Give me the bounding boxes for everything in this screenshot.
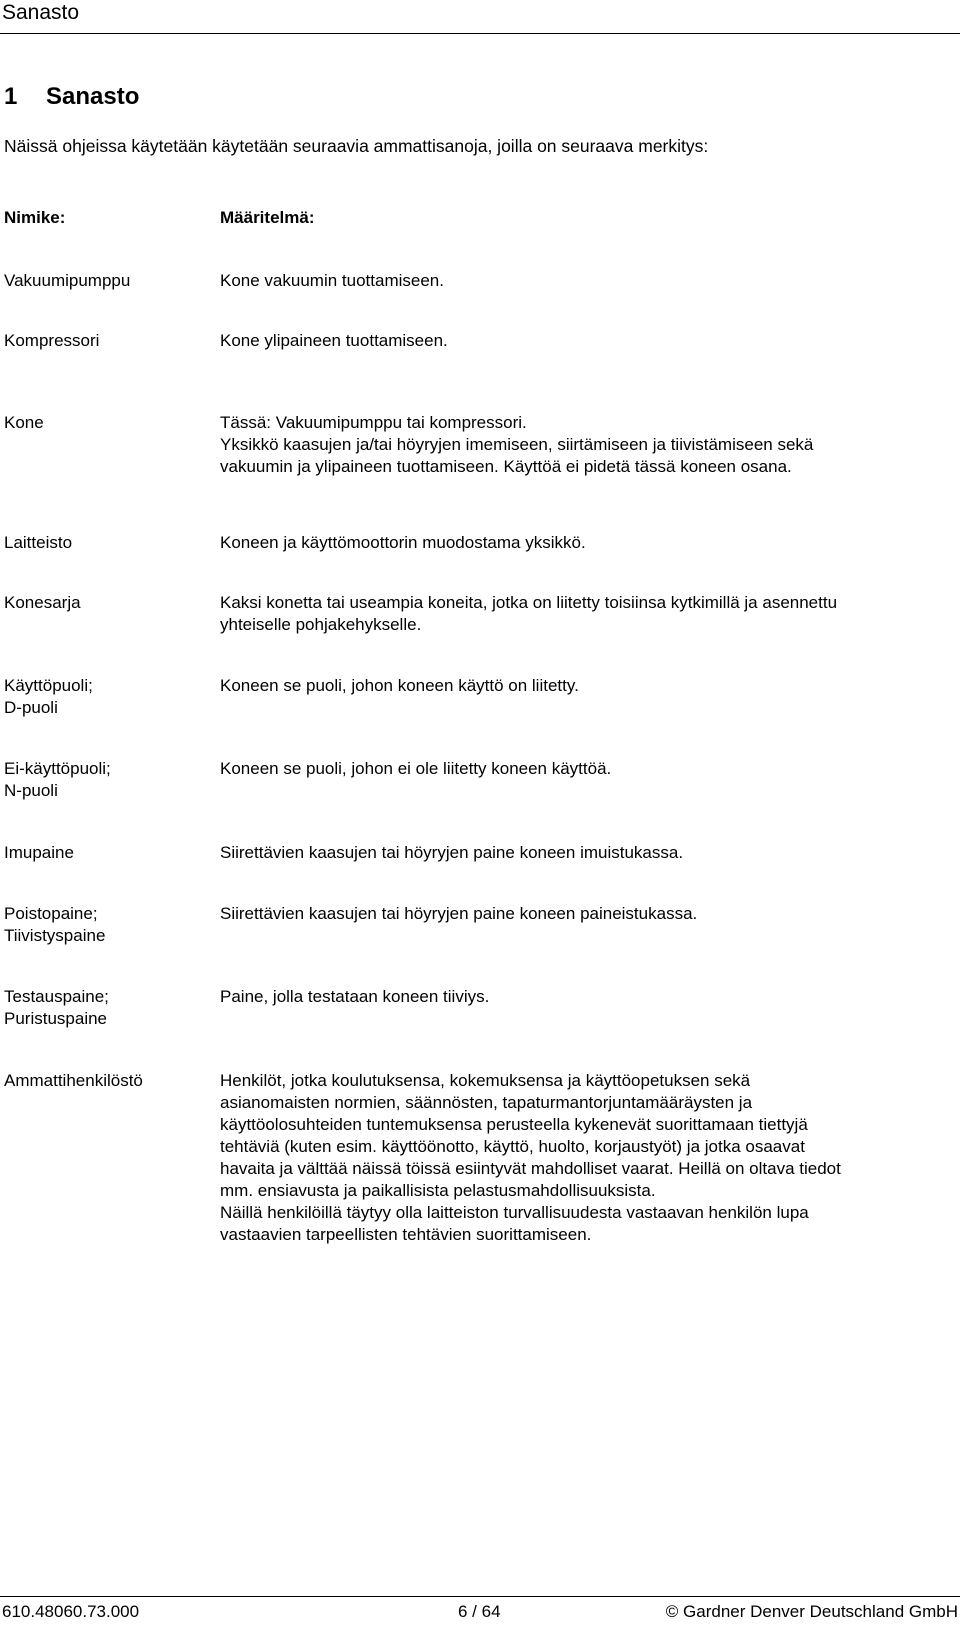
term-line: Konesarja	[4, 593, 81, 612]
section-title: Sanasto	[46, 83, 140, 110]
term-line: Laitteisto	[4, 533, 73, 552]
glossary-definition	[220, 1070, 956, 1246]
section-heading	[4, 82, 139, 112]
term-line: Tiivistyspaine	[4, 926, 106, 945]
definition-line: Tässä: Vakuumipumppu tai kompressori.	[220, 413, 527, 432]
glossary-definition	[220, 842, 956, 864]
definition-line: mm. ensiavusta ja paikallisista pelastusmahdollisuuksista.	[220, 1181, 656, 1200]
definition-line: käyttöolosuhteiden tuntemuksensa perusteella kykenevät suorittamaan tiettyjä	[220, 1115, 808, 1134]
glossary-definition	[220, 532, 956, 554]
term-line: N-puoli	[4, 781, 58, 800]
glossary-definition	[220, 330, 956, 352]
term-line: Vakuumipumppu	[4, 271, 131, 290]
glossary-term	[4, 675, 204, 719]
term-line: Käyttöpuoli;	[4, 676, 93, 695]
glossary-definition	[220, 270, 956, 292]
header-rule	[0, 33, 960, 34]
definition-line: Kaksi konetta tai useampia koneita, jotka on liitetty toisiinsa kytkimillä ja asennettu	[220, 593, 838, 612]
definition-line: vakuumin ja ylipaineen tuottamiseen. Käyttöä ei pidetä tässä koneen osana.	[220, 457, 792, 476]
definition-column-header: Määritelmä:	[220, 208, 315, 227]
glossary-term	[4, 986, 204, 1030]
term-line: Testauspaine;	[4, 987, 109, 1006]
definition-line: Kone ylipaineen tuottamiseen.	[220, 331, 448, 350]
definition-line: Yksikkö kaasujen ja/tai höyryjen imemiseen, siirtämiseen ja tiivistämiseen sekä	[220, 435, 814, 454]
definition-line: vastaavien tarpeellisten tehtävien suorittamiseen.	[220, 1225, 592, 1244]
term-line: Kone	[4, 413, 44, 432]
footer-page-number: 6 / 64	[458, 1602, 501, 1621]
term-line: Puristuspaine	[4, 1009, 108, 1028]
glossary-definition	[220, 903, 956, 925]
definition-line: tehtäviä (kuten esim. käyttöönotto, käyttö, huolto, korjaustyöt) ja jotka osaavat	[220, 1137, 805, 1156]
definition-line: Henkilöt, jotka koulutuksensa, kokemuksensa ja käyttöopetuksen sekä	[220, 1071, 751, 1090]
definition-line: Koneen se puoli, johon ei ole liitetty koneen käyttöä.	[220, 759, 612, 778]
definition-line: yhteiselle pohjakehykselle.	[220, 615, 422, 634]
definition-line: asianomaisten normien, säännösten, tapaturmantorjuntamääräysten ja	[220, 1093, 753, 1112]
definition-line: Näillä henkilöillä täytyy olla laitteiston turvallisuudesta vastaavan henkilön lupa	[220, 1203, 809, 1222]
definition-line: Kone vakuumin tuottamiseen.	[220, 271, 444, 290]
glossary-definition	[220, 675, 956, 697]
glossary-definition	[220, 758, 956, 780]
term-line: Ammattihenkilöstö	[4, 1071, 143, 1090]
term-line: Imupaine	[4, 843, 74, 862]
definition-line: Koneen se puoli, johon koneen käyttö on liitetty.	[220, 676, 579, 695]
glossary-definition	[220, 412, 956, 478]
glossary-term	[4, 903, 204, 947]
definition-line: Paine, jolla testataan koneen tiiviys.	[220, 987, 490, 1006]
glossary-term	[4, 758, 204, 802]
definition-line: Siirettävien kaasujen tai höyryjen paine koneen imuistukassa.	[220, 843, 684, 862]
footer-doc-number: 610.48060.73.000	[2, 1602, 140, 1621]
glossary-term	[4, 330, 204, 352]
glossary-definition	[220, 986, 956, 1008]
term-line: Kompressori	[4, 331, 100, 350]
definition-line: Siirettävien kaasujen tai höyryjen paine koneen paineistukassa.	[220, 904, 698, 923]
intro-paragraph: Näissä ohjeissa käytetään käytetään seuraavia ammattisanoja, joilla on seuraava merkitys:	[4, 136, 709, 156]
glossary-term	[4, 532, 204, 554]
glossary-term	[4, 412, 204, 434]
section-number: 1	[4, 83, 18, 110]
term-line: D-puoli	[4, 698, 58, 717]
glossary-term	[4, 592, 204, 614]
definition-line: Koneen ja käyttömoottorin muodostama yksikkö.	[220, 533, 586, 552]
glossary-term	[4, 270, 204, 292]
term-column-header: Nimike:	[4, 208, 66, 227]
term-line: Poistopaine;	[4, 904, 98, 923]
footer-copyright: © Gardner Denver Deutschland GmbH	[665, 1602, 958, 1621]
glossary-definition	[220, 592, 956, 636]
footer-rule	[0, 1596, 960, 1597]
definition-line: havaita ja välttää näissä töissä esiintyvät mahdolliset vaarat. Heillä on oltava tiedot	[220, 1159, 841, 1178]
header-title: Sanasto	[2, 1, 80, 24]
glossary-term	[4, 1070, 204, 1092]
glossary-term	[4, 842, 204, 864]
term-line: Ei-käyttöpuoli;	[4, 759, 111, 778]
